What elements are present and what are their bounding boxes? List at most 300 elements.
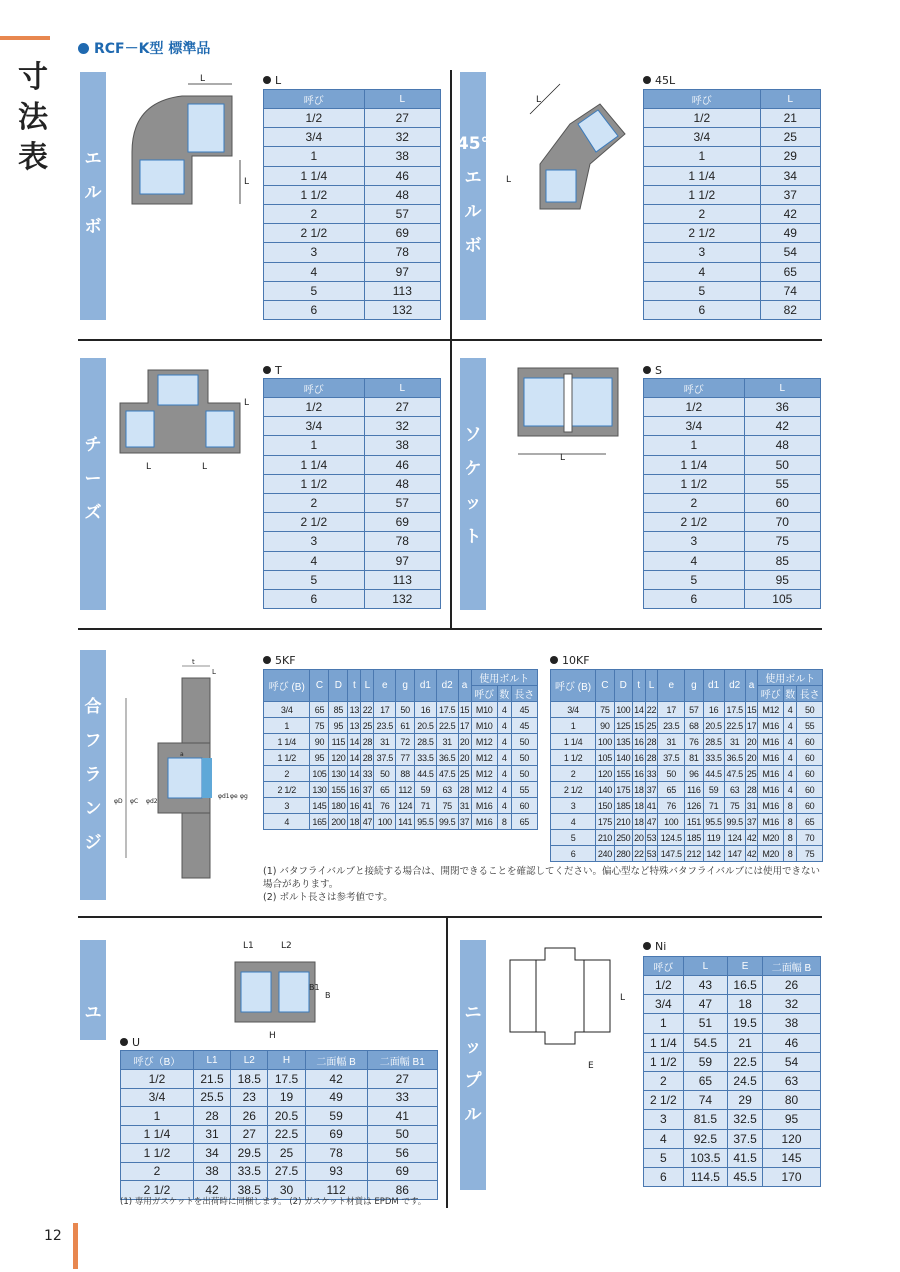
table-cell: 18.5	[231, 1070, 268, 1089]
table-cell: 75	[310, 718, 329, 734]
column-header: C	[310, 670, 329, 702]
column-header: 呼び（B）	[121, 1051, 194, 1070]
column-header: a	[745, 670, 758, 702]
table-cell: 1	[644, 147, 761, 166]
table-cell: 1 1/4	[644, 1033, 684, 1052]
table-cell: 4	[497, 734, 511, 750]
dim-label: L	[212, 668, 216, 676]
table-cell: 15	[632, 718, 645, 734]
table-cell: 6	[264, 589, 365, 608]
table-cell: 5	[644, 1148, 684, 1167]
table-row	[644, 1110, 821, 1129]
table-cell: 45	[511, 702, 537, 718]
column-header: 呼び	[264, 379, 365, 398]
section-band-nipple	[460, 940, 486, 1190]
socket-diagram	[512, 362, 622, 462]
table-row	[644, 474, 821, 493]
table-cell: 1	[264, 147, 365, 166]
table-cell: 30	[268, 1181, 305, 1200]
table-cell: 41.5	[728, 1148, 763, 1167]
table-cell: 65	[683, 1071, 727, 1090]
table-cell: 28	[645, 750, 658, 766]
dim-label: φD	[114, 798, 123, 805]
table-cell: 185	[614, 798, 632, 814]
table-cell: 1/2	[264, 109, 365, 128]
column-header: t	[632, 670, 645, 702]
table-cell: 8	[783, 830, 796, 846]
table-cell: 69	[305, 1125, 367, 1144]
table-cell: 24.5	[728, 1071, 763, 1090]
table-cell: 6	[551, 846, 596, 862]
table-row	[551, 766, 823, 782]
table-cell: 155	[329, 782, 348, 798]
table-row	[644, 1167, 821, 1186]
table-cell: 147.5	[658, 846, 685, 862]
table-cell: 1 1/4	[264, 455, 365, 474]
table-cell: 51	[683, 1014, 727, 1033]
table-cell: 56	[367, 1144, 437, 1163]
table-row	[551, 718, 823, 734]
table-cell: 2 1/2	[644, 224, 761, 243]
table-cell: 14	[348, 750, 361, 766]
table-cell: 16	[632, 766, 645, 782]
dim-label: L	[536, 95, 542, 105]
table-cell: 68	[685, 718, 703, 734]
table-cell: 5	[644, 281, 761, 300]
table-cell: 1 1/4	[264, 734, 310, 750]
table-row	[121, 1088, 438, 1107]
table-row	[121, 1107, 438, 1126]
table-cell: 27	[364, 398, 440, 417]
table-cell: 1 1/2	[264, 750, 310, 766]
table-cell: 170	[763, 1167, 821, 1186]
table-cell: 3	[551, 798, 596, 814]
column-header: t	[348, 670, 361, 702]
table-cell: 115	[329, 734, 348, 750]
table-cell: 37	[361, 782, 374, 798]
table-cell: 120	[763, 1129, 821, 1148]
band-char: ニ	[84, 1037, 102, 1057]
table-cell: 1/2	[644, 976, 684, 995]
table-cell: 4	[644, 262, 761, 281]
table-cell: 5	[264, 570, 365, 589]
table-cell: 53	[645, 846, 658, 862]
table-cell: 1	[121, 1107, 194, 1126]
divider	[446, 916, 448, 1208]
table-cell: 17	[458, 718, 471, 734]
band-char: ジ	[84, 833, 102, 853]
table-row	[644, 995, 821, 1014]
table-row	[121, 1162, 438, 1181]
table-cell: 60	[797, 798, 823, 814]
page-accent-bar	[73, 1223, 78, 1269]
dim-label: L	[200, 74, 206, 84]
table-row	[264, 436, 441, 455]
column-header: 数	[497, 686, 511, 702]
table-cell: 1 1/2	[644, 185, 761, 204]
table-cell: 2	[264, 766, 310, 782]
table-cell: 29	[728, 1091, 763, 1110]
table-cell: 2 1/2	[644, 1091, 684, 1110]
table-cell: 155	[614, 766, 632, 782]
dim-label: t	[192, 658, 195, 666]
table-cell: 13	[348, 718, 361, 734]
table-cell: 2	[264, 204, 365, 223]
dim-label: φe	[230, 793, 238, 800]
table-cell: 93	[305, 1162, 367, 1181]
table-row	[644, 976, 821, 995]
table-cell: 85	[744, 551, 820, 570]
table-row	[551, 734, 823, 750]
table-cell: 27.5	[268, 1162, 305, 1181]
table-cell: 50	[511, 750, 537, 766]
table-cell: 21	[728, 1033, 763, 1052]
table-cell: 1 1/4	[551, 734, 596, 750]
band-char: フ	[84, 731, 102, 751]
table-row	[644, 1014, 821, 1033]
table-caption: T	[263, 364, 282, 377]
table-cell: 31	[374, 734, 396, 750]
table-cell: 2 1/2	[264, 224, 365, 243]
table-cell: 75	[744, 532, 820, 551]
table-cell: 105	[310, 766, 329, 782]
column-header: 呼び	[758, 686, 784, 702]
dim-label: H	[269, 1031, 276, 1040]
table-cell: 113	[364, 570, 440, 589]
section-band-union	[80, 940, 106, 1125]
table-cell: 75	[724, 798, 745, 814]
table-cell: M16	[758, 782, 784, 798]
table-cell: 71	[415, 798, 437, 814]
column-header: L	[744, 379, 820, 398]
dim-label: φd2	[146, 798, 158, 805]
table-cell: 42	[744, 417, 820, 436]
table-cell: 50	[658, 766, 685, 782]
table-cell: 1	[644, 1014, 684, 1033]
table-row	[264, 493, 441, 512]
table-cell: 65	[310, 702, 329, 718]
table-cell: 33	[645, 766, 658, 782]
table-cell: 4	[783, 766, 796, 782]
table-cell: 50	[744, 455, 820, 474]
dim-label: a	[180, 751, 184, 758]
table-cell: 31	[458, 798, 471, 814]
table-cell: 18	[632, 814, 645, 830]
table-row	[644, 224, 821, 243]
table-cell: 1/2	[121, 1070, 194, 1089]
table-cell: 17.5	[724, 702, 745, 718]
table-cell: 2 1/2	[551, 782, 596, 798]
table-cell: 70	[797, 830, 823, 846]
table-cell: 29.5	[231, 1144, 268, 1163]
table-cell: 14	[348, 766, 361, 782]
table-row	[264, 166, 441, 185]
column-header: L2	[231, 1051, 268, 1070]
table-caption: S	[643, 364, 662, 377]
column-header: g	[685, 670, 703, 702]
table-cell: 55	[744, 474, 820, 493]
table-cell: 44.5	[415, 766, 437, 782]
table-cell: 16.5	[728, 976, 763, 995]
table-cell: 25	[361, 718, 374, 734]
table-cell: 48	[364, 474, 440, 493]
flange-10kf-table	[550, 669, 823, 862]
band-char: ズ	[84, 503, 102, 523]
table-cell: 1 1/2	[264, 185, 365, 204]
table-cell: 65	[658, 782, 685, 798]
table-cell: 50	[797, 702, 823, 718]
table-cell: 95.5	[415, 814, 437, 830]
table-cell: 210	[614, 814, 632, 830]
table-cell: 1 1/4	[644, 455, 745, 474]
table-cell: 37.5	[728, 1129, 763, 1148]
column-header: g	[396, 670, 415, 702]
table-cell: 75	[436, 798, 458, 814]
table-cell: 50	[511, 734, 537, 750]
table-cell: 38	[364, 147, 440, 166]
table-cell: 31	[724, 734, 745, 750]
table-cell: 82	[760, 300, 820, 319]
table-cell: 46	[364, 166, 440, 185]
nipple-table	[643, 956, 821, 1187]
band-char: ラ	[84, 765, 102, 785]
table-cell: 69	[364, 224, 440, 243]
table-cell: 2 1/2	[121, 1181, 194, 1200]
table-cell: 1 1/4	[264, 166, 365, 185]
section-band-socket	[460, 358, 486, 610]
table-cell: 28.5	[415, 734, 437, 750]
table-cell: 31	[436, 734, 458, 750]
table-cell: 4	[783, 734, 796, 750]
table-cell: 22	[632, 846, 645, 862]
table-row	[644, 281, 821, 300]
table-cell: M12	[758, 702, 784, 718]
band-char: ユ	[84, 1003, 102, 1023]
tee-diagram	[118, 365, 253, 475]
table-cell: 100	[374, 814, 396, 830]
table-cell: 23.5	[374, 718, 396, 734]
table-cell: 80	[763, 1091, 821, 1110]
table-cell: 37.5	[374, 750, 396, 766]
table-cell: 95	[744, 570, 820, 589]
table-cell: 54	[760, 243, 820, 262]
table-cell: 17.5	[436, 702, 458, 718]
table-cell: 23	[231, 1088, 268, 1107]
table-cell: 22.5	[728, 1052, 763, 1071]
band-char: 45°	[456, 134, 490, 154]
table-cell: M12	[471, 750, 497, 766]
series-heading	[78, 38, 210, 58]
table-cell: 180	[329, 798, 348, 814]
table-row	[264, 398, 441, 417]
table-cell: 32	[364, 128, 440, 147]
dim-label: L	[202, 462, 208, 472]
divider	[78, 916, 822, 918]
table-cell: 18	[632, 798, 645, 814]
table-cell: M16	[758, 734, 784, 750]
table-cell: 120	[596, 766, 614, 782]
page-number: 12	[44, 1228, 62, 1244]
flange-note-2: (2) ボルト長さは参考値です。	[263, 892, 393, 903]
table-cell: 78	[305, 1144, 367, 1163]
table-cell: 14	[632, 702, 645, 718]
union-note: (1) 専用ガスケットを出荷時に同梱します。 (2) ガスケット材質は EPDM です。	[120, 1197, 427, 1207]
table-cell: 1/2	[264, 398, 365, 417]
table-cell: 32.5	[728, 1110, 763, 1129]
table-row	[644, 532, 821, 551]
band-char: チ	[84, 435, 102, 455]
table-cell: M16	[758, 750, 784, 766]
table-cell: 14	[348, 734, 361, 750]
table-cell: 13	[348, 702, 361, 718]
table-row	[264, 204, 441, 223]
table-cell: 124.5	[658, 830, 685, 846]
table-cell: 16	[632, 734, 645, 750]
table-cell: 1/2	[644, 109, 761, 128]
table-cell: 45.5	[728, 1167, 763, 1186]
table-row	[644, 589, 821, 608]
table-cell: 147	[724, 846, 745, 862]
table-cell: 70	[744, 513, 820, 532]
table-cell: 55	[797, 718, 823, 734]
table-cell: 16	[348, 798, 361, 814]
column-header: 呼び (B)	[551, 670, 596, 702]
table-row	[551, 798, 823, 814]
table-row	[644, 300, 821, 319]
table-cell: 47.5	[436, 766, 458, 782]
table-cell: 20	[632, 830, 645, 846]
table-row	[551, 830, 823, 846]
column-header: L	[645, 670, 658, 702]
table-cell: 28	[745, 782, 758, 798]
table-cell: 16	[415, 702, 437, 718]
table-cell: 32	[364, 417, 440, 436]
band-char: オ	[84, 1071, 102, 1091]
table-cell: 2	[551, 766, 596, 782]
table-cell: 38	[763, 1014, 821, 1033]
table-cell: 20	[458, 734, 471, 750]
table-row	[644, 455, 821, 474]
table-cell: 3/4	[644, 417, 745, 436]
table-cell: 37	[760, 185, 820, 204]
table-cell: 200	[329, 814, 348, 830]
table-row	[264, 782, 538, 798]
table-cell: 20	[458, 750, 471, 766]
dim-label: L	[244, 398, 250, 408]
table-caption: 5KF	[263, 654, 296, 667]
table-cell: 1/2	[644, 398, 745, 417]
column-header: 呼び	[644, 90, 761, 109]
table-cell: 22	[645, 702, 658, 718]
table-cell: 25	[745, 766, 758, 782]
table-cell: 45	[511, 718, 537, 734]
band-char: ル	[464, 202, 482, 222]
column-header: 長さ	[511, 686, 537, 702]
table-cell: 33.5	[415, 750, 437, 766]
table-cell: 132	[364, 589, 440, 608]
table-cell: 28.5	[703, 734, 724, 750]
table-cell: 90	[310, 734, 329, 750]
table-cell: 36	[744, 398, 820, 417]
table-cell: 1	[551, 718, 596, 734]
band-char: ニ	[464, 1003, 482, 1023]
column-header: e	[374, 670, 396, 702]
table-cell: 97	[364, 262, 440, 281]
table-cell: 41	[645, 798, 658, 814]
table-row	[644, 436, 821, 455]
table-cell: 25	[645, 718, 658, 734]
table-row	[264, 147, 441, 166]
table-cell: 119	[703, 830, 724, 846]
table-cell: 124	[724, 830, 745, 846]
table-cell: M10	[471, 702, 497, 718]
table-cell: 41	[367, 1107, 437, 1126]
table-cell: 50	[374, 766, 396, 782]
column-header: 呼び	[644, 379, 745, 398]
table-cell: 76	[658, 798, 685, 814]
dim-label: L2	[281, 941, 292, 951]
table-cell: 99.5	[436, 814, 458, 830]
table-cell: 20.5	[703, 718, 724, 734]
table-cell: 32	[763, 995, 821, 1014]
table-cell: 81.5	[683, 1110, 727, 1129]
table-cell: 114.5	[683, 1167, 727, 1186]
table-row	[264, 224, 441, 243]
table-cell: 125	[614, 718, 632, 734]
table-cell: 59	[703, 782, 724, 798]
table-cell: 1 1/4	[121, 1125, 194, 1144]
table-cell: 4	[783, 702, 796, 718]
table-cell: 2 1/2	[644, 513, 745, 532]
column-header: 数	[783, 686, 796, 702]
table-cell: 65	[374, 782, 396, 798]
dim-label: L1	[243, 941, 254, 951]
table-cell: 33	[361, 766, 374, 782]
table-cell: 4	[644, 551, 745, 570]
divider	[78, 628, 822, 630]
elbow-diagram	[120, 74, 255, 214]
table-cell: M20	[758, 830, 784, 846]
table-cell: M12	[471, 766, 497, 782]
table-cell: 33	[367, 1088, 437, 1107]
column-header: L	[364, 90, 440, 109]
table-cell: 28	[361, 750, 374, 766]
column-header: e	[658, 670, 685, 702]
table-cell: 34	[760, 166, 820, 185]
table-cell: 8	[783, 814, 796, 830]
table-cell: 60	[797, 734, 823, 750]
table-cell: 165	[310, 814, 329, 830]
table-cell: 95.5	[703, 814, 724, 830]
table-cell: 6	[644, 589, 745, 608]
table-cell: 42	[745, 830, 758, 846]
table-cell: 71	[703, 798, 724, 814]
table-cell: 50	[367, 1125, 437, 1144]
table-cell: 4	[497, 702, 511, 718]
column-header: d2	[724, 670, 745, 702]
table-cell: 100	[596, 734, 614, 750]
table-cell: 16	[348, 782, 361, 798]
table-cell: 16	[632, 750, 645, 766]
table-cell: 47	[683, 995, 727, 1014]
table-cell: 5	[551, 830, 596, 846]
table-cell: 50	[511, 766, 537, 782]
table-row	[644, 493, 821, 512]
column-header: 二面幅 B	[305, 1051, 367, 1070]
table-caption: 10KF	[550, 654, 590, 667]
table-cell: 4	[644, 1129, 684, 1148]
table-cell: 240	[596, 846, 614, 862]
